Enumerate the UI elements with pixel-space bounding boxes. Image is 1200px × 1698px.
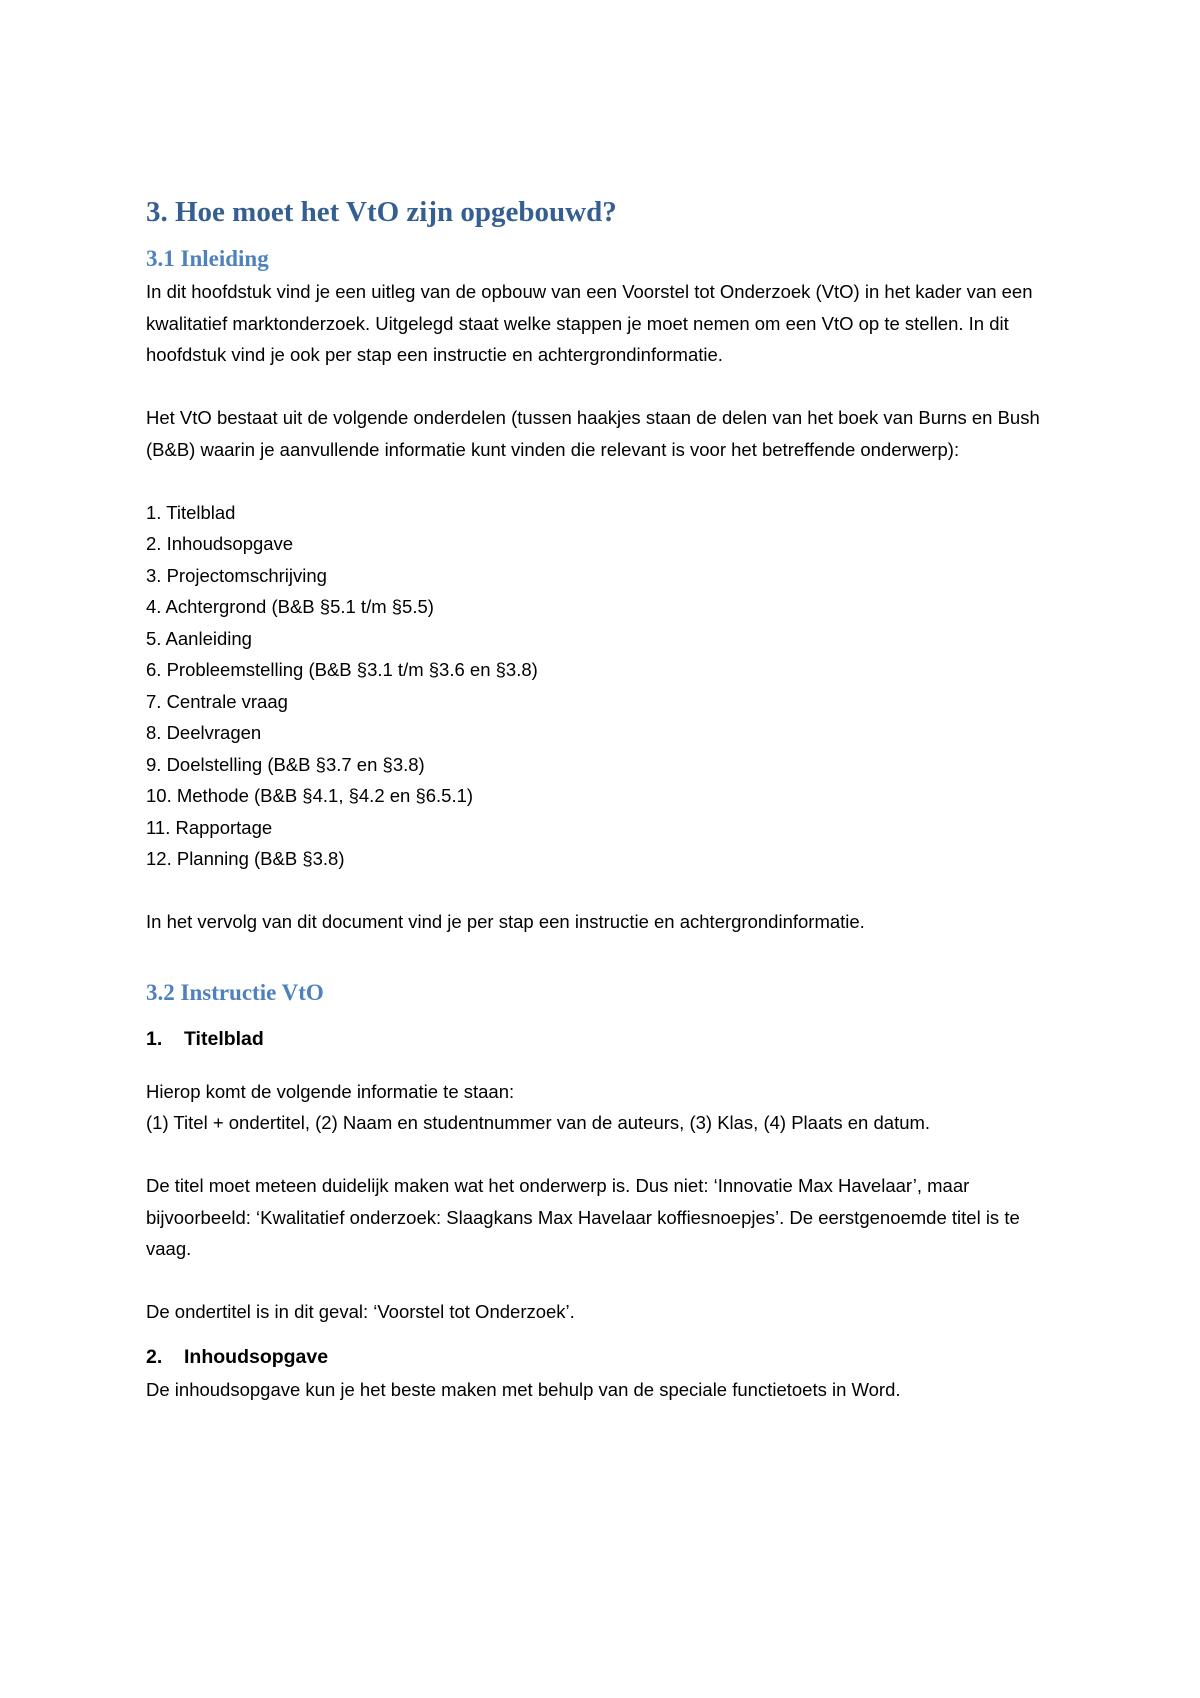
parts-paragraph: Het VtO bestaat uit de volgende onderdelen (tussen haakjes staan de delen van het boek van Burns en Bush (B&B) waarin je aanvullende informatie kunt vinden die relevant is voor het betreffende onderwerp): <box>146 407 1040 460</box>
section-title-inleiding: 3.1 Inleiding <box>146 246 269 271</box>
list-item: 10. Methode (B&B §4.1, §4.2 en §6.5.1) <box>146 785 474 806</box>
step-heading-inhoudsopgave <box>146 1340 1066 1374</box>
step-title: Titelblad <box>184 1027 264 1050</box>
closing-paragraph: In het vervolg van dit document vind je per stap een instructie en achtergrondinformatie. <box>146 911 865 932</box>
list-item: 6. Probleemstelling (B&B §3.1 t/m §3.6 en §3.8) <box>146 659 538 680</box>
list-item: 1. Titelblad <box>146 501 236 523</box>
titelblad-line-1: Hierop komt de volgende informatie te staan: <box>146 1080 515 1102</box>
step-number: 2. <box>146 1345 163 1368</box>
document-page <box>146 190 1066 1405</box>
list-item: 12. Planning (B&B §3.8) <box>146 848 345 869</box>
step-heading-titelblad <box>146 1022 1066 1056</box>
list-item: 9. Doelstelling (B&B §3.7 en §3.8) <box>146 753 425 775</box>
inhoudsopgave-paragraph: De inhoudsopgave kun je het beste maken met behulp van de speciale functietoets in Word. <box>146 1378 901 1400</box>
list-item: 2. Inhoudsopgave <box>146 533 294 554</box>
list-item: 7. Centrale vraag <box>146 690 288 712</box>
list-item: 5. Aanleiding <box>146 627 252 649</box>
section-title-instructie: 3.2 Instructie VtO <box>146 979 324 1005</box>
list-item: 8. Deelvragen <box>146 722 262 743</box>
titelblad-paragraph-title: De titel moet meteen duidelijk maken wat het onderwerp is. Dus niet: ‘Innovatie Max Havelaar’, maar bijvoorbeeld: ‘Kwalitatief onderzoek: Slaagkans Max Havelaar koffiesnoepjes’. De eerstgenoemde titel is te vaag. <box>146 1175 1020 1259</box>
list-item: 11. Rapportage <box>146 816 273 838</box>
titelblad-line-2: (1) Titel + ondertitel, (2) Naam en studentnummer van de auteurs, (3) Klas, (4) Plaats en datum. <box>146 1112 931 1133</box>
parts-list <box>146 497 1066 875</box>
chapter-title: 3. Hoe moet het VtO zijn opgebouwd? <box>146 196 617 228</box>
list-item: 3. Projectomschrijving <box>146 564 327 586</box>
intro-paragraph: In dit hoofdstuk vind je een uitleg van de opbouw van een Voorstel tot Onderzoek (VtO) in het kader van een kwalitatief marktonderzoek. Uitgelegd staat welke stappen je moet nemen om een VtO op te stellen. In dit hoofdstuk vind je ook per stap een instructie en achtergrondinformatie. <box>146 281 1033 365</box>
step-number: 1. <box>146 1027 163 1050</box>
titelblad-paragraph-subtitle: De ondertitel is in dit geval: ‘Voorstel tot Onderzoek’. <box>146 1301 575 1322</box>
list-item: 4. Achtergrond (B&B §5.1 t/m §5.5) <box>146 596 434 617</box>
step-title: Inhoudsopgave <box>184 1345 329 1368</box>
